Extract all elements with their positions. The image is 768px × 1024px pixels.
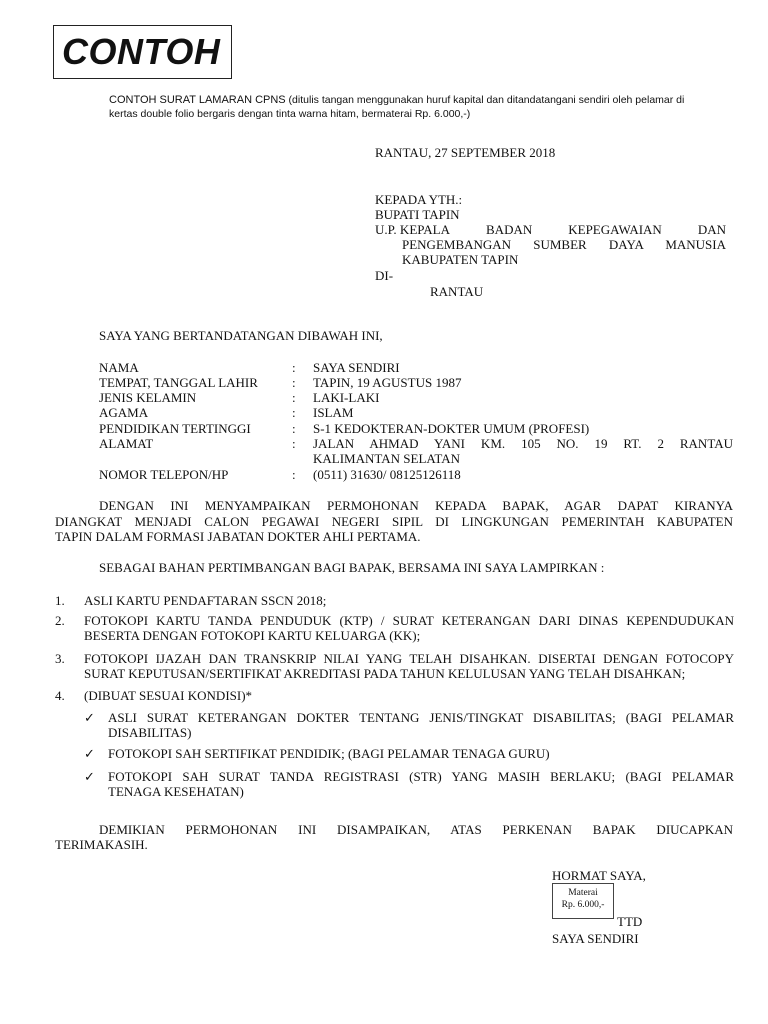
intro-line: SAYA YANG BERTANDATANGAN DIBAWAH INI, xyxy=(99,328,383,343)
identity-label: AGAMA xyxy=(99,405,149,420)
identity-value: (0511) 31630/ 08125126118 xyxy=(313,467,461,482)
note-line2: kertas double folio bergaris dengan tinta warna hitam, bermaterai Rp. 6.000,-) xyxy=(109,108,471,120)
identity-label: JENIS KELAMIN xyxy=(99,390,197,405)
identity-value: JALAN AHMAD YANI KM. 105 NO. 19 RT. 2 RANTAU xyxy=(313,436,733,451)
identity-colon: : xyxy=(292,360,296,375)
check-icon: ✓ xyxy=(84,769,95,784)
check-icon: ✓ xyxy=(84,746,95,761)
list-number: 2. xyxy=(55,613,65,628)
date-line: RANTAU, 27 SEPTEMBER 2018 xyxy=(375,145,556,160)
list-item: FOTOKOPI KARTU TANDA PENDUDUK (KTP) / SURAT KETERANGAN DARI DINAS KEPENDUDUKAN xyxy=(84,613,734,628)
identity-label: NAMA xyxy=(99,360,139,375)
list-number: 3. xyxy=(55,651,65,666)
signature-greeting: HORMAT SAYA, xyxy=(552,868,646,883)
contoh-heading: CONTOH xyxy=(62,31,221,72)
request-line1: DENGAN INI MENYAMPAIKAN PERMOHONAN KEPADA BAPAK, AGAR DAPAT KIRANYA xyxy=(99,498,733,513)
identity-label: NOMOR TELEPON/HP xyxy=(99,467,229,482)
closing-line2: TERIMAKASIH. xyxy=(55,837,148,852)
recipient-city: RANTAU xyxy=(430,284,484,299)
identity-label: PENDIDIKAN TERTINGGI xyxy=(99,421,251,436)
identity-value: TAPIN, 19 AGUSTUS 1987 xyxy=(313,375,462,390)
recipient-line3: KABUPATEN TAPIN xyxy=(402,252,519,267)
check-item: ASLI SURAT KETERANGAN DOKTER TENTANG JENIS/TINGKAT DISABILITAS; (BAGI PELAMAR xyxy=(108,710,734,725)
recipient-di: DI- xyxy=(375,268,394,283)
up-word: KEPEGAWAIAN xyxy=(568,222,662,237)
list-item: ASLI KARTU PENDAFTARAN SSCN 2018; xyxy=(84,593,327,608)
stamp-line2: Rp. 6.000,- xyxy=(561,900,605,910)
instruction-note xyxy=(109,93,709,121)
identity-colon: : xyxy=(292,421,296,436)
list-item: (DIBUAT SESUAI KONDISI)* xyxy=(84,688,253,703)
identity-label: TEMPAT, TANGGAL LAHIR xyxy=(99,375,258,390)
list-item: FOTOKOPI IJAZAH DAN TRANSKRIP NILAI YANG TELAH DISAHKAN. DISERTAI DENGAN FOTOCOPY xyxy=(84,651,734,666)
signature-ttd: TTD xyxy=(617,914,643,929)
signature-name: SAYA SENDIRI xyxy=(552,931,639,946)
up-word: BADAN xyxy=(486,222,533,237)
materai-stamp xyxy=(552,883,614,919)
request-line3: TAPIN DALAM FORMASI JABATAN DOKTER AHLI PERTAMA. xyxy=(55,529,421,544)
identity-colon: : xyxy=(292,436,296,451)
note-rest: (ditulis tangan menggunakan huruf kapital dan ditandatangani sendiri oleh pelamar di xyxy=(285,94,685,106)
identity-value: S-1 KEDOKTERAN-DOKTER UMUM (PROFESI) xyxy=(313,421,590,436)
identity-value: LAKI-LAKI xyxy=(313,390,380,405)
identity-value: ISLAM xyxy=(313,405,354,420)
up-word: U.P. KEPALA xyxy=(375,222,451,237)
attachment-intro: SEBAGAI BAHAN PERTIMBANGAN BAGI BAPAK, BERSAMA INI SAYA LAMPIRKAN : xyxy=(99,560,605,575)
check-item: FOTOKOPI SAH SURAT TANDA REGISTRASI (STR) YANG MASIH BERLAKU; (BAGI PELAMAR xyxy=(108,769,734,784)
check-item: FOTOKOPI SAH SERTIFIKAT PENDIDIK; (BAGI PELAMAR TENAGA GURU) xyxy=(108,746,550,761)
identity-value-cont: KALIMANTAN SELATAN xyxy=(313,451,461,466)
recipient-up-line xyxy=(375,222,726,237)
list-item-cont: SURAT KEPUTUSAN/SERTIFIKAT AKREDITASI PADA TAHUN KELULUSAN YANG TELAH DISAHKAN; xyxy=(84,666,686,681)
identity-label: ALAMAT xyxy=(99,436,154,451)
list-number: 4. xyxy=(55,688,65,703)
identity-colon: : xyxy=(292,390,296,405)
recipient-line2: PENGEMBANGAN SUMBER DAYA MANUSIA xyxy=(402,237,726,252)
identity-value: SAYA SENDIRI xyxy=(313,360,400,375)
up-word: DAN xyxy=(697,222,726,237)
closing-line1: DEMIKIAN PERMOHONAN INI DISAMPAIKAN, ATAS PERKENAN BAPAK DIUCAPKAN xyxy=(99,822,733,837)
identity-colon: : xyxy=(292,375,296,390)
check-item-cont: TENAGA KESEHATAN) xyxy=(108,784,244,799)
identity-colon: : xyxy=(292,467,296,482)
request-line2: DIANGKAT MENJADI CALON PEGAWAI NEGERI SIPIL DI LINGKUNGAN PEMERINTAH KABUPATEN xyxy=(55,514,733,529)
recipient-bupati: BUPATI TAPIN xyxy=(375,207,460,222)
list-item-cont: BESERTA DENGAN FOTOKOPI KARTU KELUARGA (KK); xyxy=(84,628,421,643)
note-lead: CONTOH SURAT LAMARAN CPNS xyxy=(109,94,286,106)
stamp-line1: Materai xyxy=(568,888,598,898)
list-number: 1. xyxy=(55,593,65,608)
check-item-cont: DISABILITAS) xyxy=(108,725,192,740)
recipient-kepada: KEPADA YTH.: xyxy=(375,192,463,207)
check-icon: ✓ xyxy=(84,710,95,725)
identity-colon: : xyxy=(292,405,296,420)
